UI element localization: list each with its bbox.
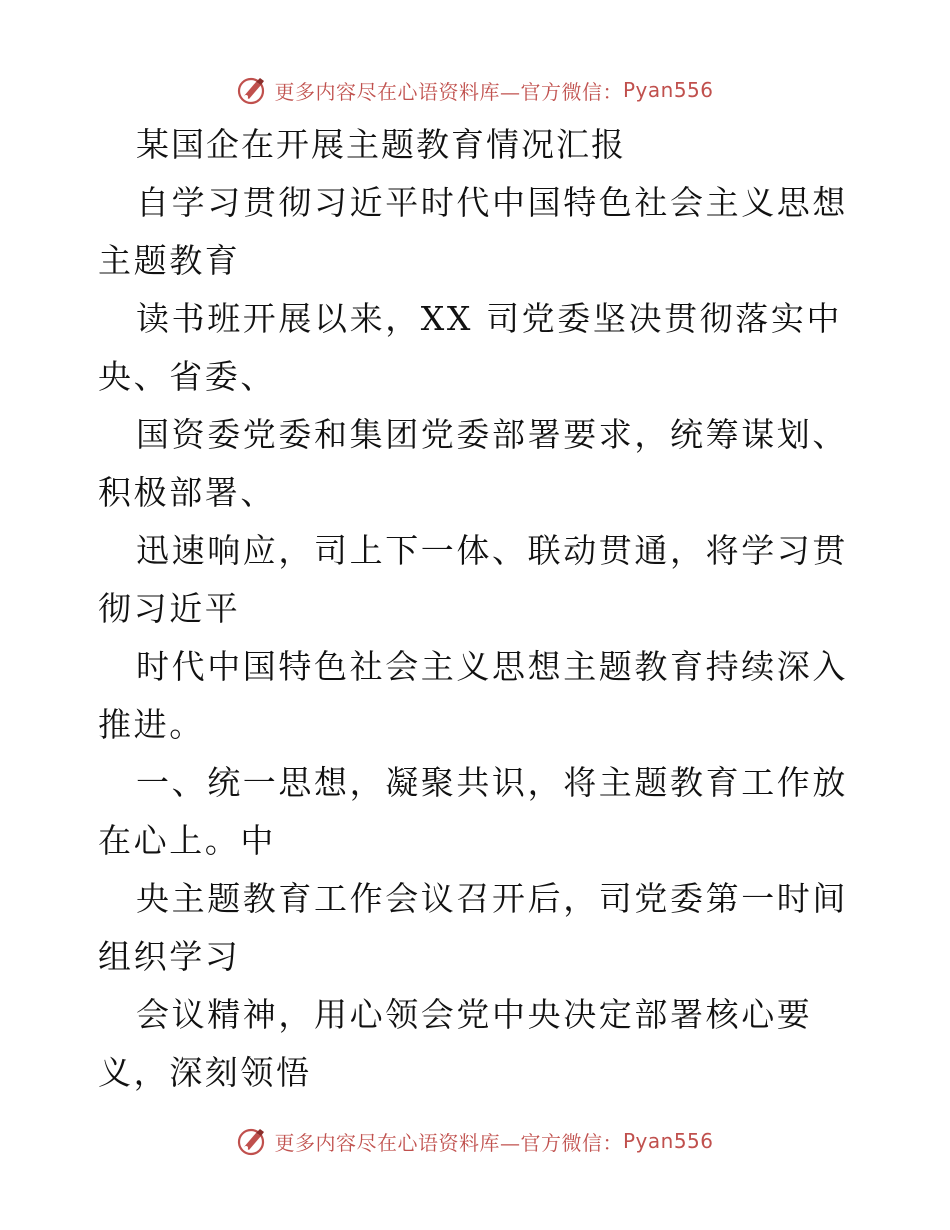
paragraph-line: 一、统一思想，凝聚共识，将主题教育工作放在心上。中 <box>98 763 848 860</box>
watermark-text: 更多内容尽在心语资料库—官方微信： <box>274 79 623 104</box>
pen-logo-icon <box>236 1125 268 1157</box>
paragraph-line: 会议精神，用心领会党中央决定部署核心要义，深刻领悟 <box>98 995 813 1092</box>
paragraph-line: 时代中国特色社会主义思想主题教育持续深入推进。 <box>98 647 848 744</box>
watermark-text: 更多内容尽在心语资料库—官方微信： <box>274 1130 623 1155</box>
paragraph-line: 读书班开展以来，XX 司党委坚决贯彻落实中央、省委、 <box>98 299 843 396</box>
document-body <box>98 116 858 1102</box>
document-title: 某国企在开展主题教育情况汇报 <box>136 125 626 164</box>
paragraph-line: 自学习贯彻习近平时代中国特色社会主义思想主题教育 <box>98 183 848 280</box>
paragraph-line: 央主题教育工作会议召开后，司党委第一时间组织学习 <box>98 879 848 976</box>
pen-logo-icon <box>236 74 268 106</box>
header-watermark <box>0 70 950 110</box>
footer-watermark <box>0 1121 950 1161</box>
watermark-wechat-id: Pyan556 <box>622 78 714 102</box>
paragraph-line: 国资委党委和集团党委部署要求，统筹谋划、积极部署、 <box>98 415 848 512</box>
paragraph-line: 迅速响应，司上下一体、联动贯通，将学习贯彻习近平 <box>98 531 848 628</box>
watermark-wechat-id: Pyan556 <box>622 1129 714 1153</box>
